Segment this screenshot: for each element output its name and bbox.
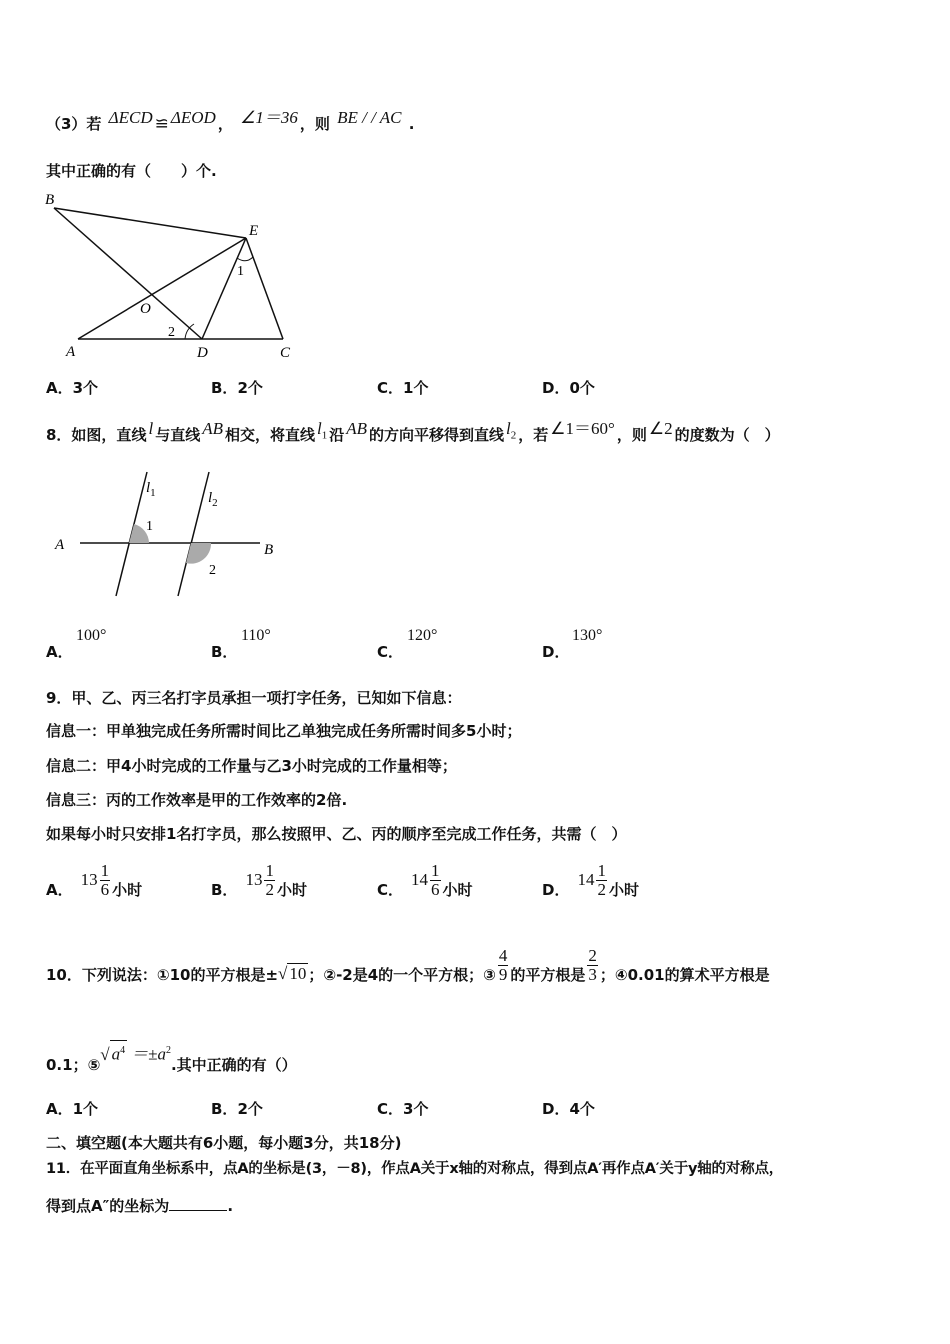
q8-label-b: B [264, 542, 274, 558]
q8-option-d-letter: D． [542, 643, 570, 661]
q8-label-l1 [146, 480, 156, 499]
q10-fraction-4-9-den: 9 [498, 964, 508, 984]
q8-option-a-value: 100° [76, 627, 107, 644]
q10-fraction-2-3 [587, 947, 598, 984]
q9-option-c-num: 1 [431, 860, 440, 880]
q9-option-a-letter: A． [46, 881, 73, 899]
q11-line2 [46, 1196, 233, 1216]
q8-label-1: 1 [146, 519, 153, 534]
q9-option-b-fraction [264, 862, 275, 899]
q8-line-l: l [148, 419, 154, 438]
q11-line2-end: . [227, 1197, 234, 1215]
q8-line-ab: AB [202, 419, 223, 438]
q8-label-l1-sub: 1 [150, 487, 156, 499]
q8-line-ab-2: AB [346, 419, 368, 438]
q8-text-5: 的方向平移得到直线 [369, 426, 505, 444]
q7-segment-ec [246, 238, 283, 339]
q8-angle2: ∠2 [648, 419, 673, 438]
q9-option-d-unit: 小时 [608, 881, 639, 899]
q7-segment-de [202, 238, 246, 339]
q8-option-b-letter: B． [211, 643, 238, 661]
q9-option-a-value [81, 862, 113, 899]
q10-sqrt10-radicand: 10 [289, 963, 307, 983]
q9-option-b-num: 1 [265, 860, 274, 880]
q9-title: 9．甲、乙、丙三名打字员承担一项打字任务，已知如下信息： [46, 689, 462, 707]
q7-label-d: D [197, 345, 208, 360]
q9-option-d-letter: D． [542, 881, 570, 899]
q9-option-b-letter: B． [211, 881, 238, 899]
q9-option-a-fraction [100, 862, 111, 899]
q9-option-c-whole: 14 [411, 870, 429, 889]
q9-option-b-whole: 13 [245, 870, 263, 889]
q8-label-l1-letter: l [146, 480, 151, 496]
q8-option-b[interactable] [211, 642, 237, 662]
q10-option-d[interactable] [542, 1099, 595, 1119]
q8-option-c[interactable] [377, 642, 403, 662]
q7-option-d-letter: D． [542, 379, 570, 397]
q8-label-l2 [208, 490, 218, 509]
q8-option-b-value: 110° [241, 627, 271, 644]
q8-text-1: 8．如图，直线 [46, 426, 147, 444]
q10-text-4: ；④0.01的算术平方根是 [599, 966, 770, 984]
q8-label-2: 2 [209, 563, 216, 578]
q8-option-a[interactable] [46, 642, 73, 662]
q10-option-a-text: 1个 [72, 1100, 99, 1118]
q9-info3: 信息三：丙的工作效率是甲的工作效率的2倍. [46, 791, 348, 809]
q8-line-l1-sub: 1 [321, 429, 328, 442]
q8-line-l2-sub: 2 [510, 429, 517, 442]
q10-option-b[interactable] [211, 1099, 263, 1119]
q9-option-d-num: 1 [597, 860, 606, 880]
q8-text-8: 的度数为（ ） [674, 426, 780, 444]
q9-option-a-whole: 13 [80, 870, 98, 889]
q9-option-d-fraction [596, 862, 607, 899]
q7-triangle-ecd: ΔECD [108, 108, 153, 127]
q10-text-6: .其中正确的有（） [170, 1055, 297, 1074]
q8-option-c-letter: C． [377, 643, 404, 661]
q8-option-d-value: 130° [572, 627, 603, 644]
q10-fraction-4-9-num: 4 [498, 945, 508, 965]
q9-option-d-value [577, 862, 609, 899]
q10-fraction-4-9 [498, 947, 509, 984]
q8-text-2: 与直线 [155, 426, 201, 444]
q7-label-b: B [45, 192, 55, 208]
q7-angle1-arc [237, 257, 253, 261]
q7-comma: ， [217, 115, 233, 133]
q7-item3 [46, 108, 415, 134]
q10-option-a[interactable] [46, 1099, 98, 1119]
q9-option-b[interactable] [211, 860, 307, 900]
q7-label-1: 1 [237, 264, 244, 279]
q7-angle1: ∠1＝36 [240, 108, 298, 127]
q8-label-l2-sub: 2 [212, 497, 218, 509]
q7-item3-prefix: （3）若 [46, 115, 102, 133]
q10-equals-text: ＝±a [131, 1044, 166, 1064]
q7-then: ，则 [299, 115, 330, 133]
q7-option-b-text: 2个 [237, 379, 263, 397]
q9-option-d[interactable] [542, 860, 639, 900]
q10-line1 [46, 945, 770, 985]
q7-label-o: O [140, 301, 151, 317]
q9-option-b-den: 2 [265, 879, 274, 899]
q10-equals-exp: 2 [165, 1045, 171, 1056]
q9-option-c-unit: 小时 [442, 881, 473, 899]
q7-period: . [408, 115, 415, 133]
q7-label-e: E [249, 223, 259, 239]
q8-text-4: 沿 [329, 426, 345, 444]
q8-line-l2-figure [178, 472, 209, 596]
q8-angle1: ∠1＝60° [550, 419, 615, 438]
q8-line-l1-letter: l [317, 419, 322, 438]
q9-option-c[interactable] [377, 860, 473, 900]
q10-text-3: 的平方根是 [510, 966, 586, 984]
q10-line2 [46, 1044, 297, 1075]
q7-option-c-text: 1个 [403, 379, 429, 397]
q9-option-b-unit: 小时 [276, 881, 307, 899]
q11-answer-blank[interactable] [169, 1196, 227, 1211]
q10-radicand-exp: 4 [120, 1045, 126, 1056]
q8-line-l2-letter: l [506, 419, 511, 438]
q10-option-d-text: 4个 [569, 1100, 595, 1118]
q8-text-6: ，若 [518, 426, 549, 444]
q7-option-c-letter: C． [377, 379, 404, 397]
q11-line2-text: 得到点A″的坐标为 [46, 1197, 170, 1215]
q10-option-b-text: 2个 [237, 1100, 263, 1118]
q8-option-c-value: 120° [407, 627, 438, 644]
q9-option-a-unit: 小时 [112, 881, 143, 899]
q10-text-2: ；②-2是4的一个平方根；③ [308, 966, 496, 984]
q10-option-a-letter: A． [46, 1100, 73, 1118]
q10-equals [131, 1041, 171, 1065]
q9-option-c-fraction [430, 862, 441, 899]
q8-option-a-letter: A． [46, 643, 73, 661]
q7-question: 其中正确的有（ ）个. [46, 162, 217, 180]
q8-label-a: A [55, 537, 65, 553]
q10-sqrt-a4-radicand [110, 1040, 128, 1065]
q7-label-c: C [280, 345, 291, 360]
q10-sqrt-a4: √ $a^4$ [100, 1040, 127, 1065]
q9-info1: 信息一：甲单独完成任务所需时间比乙单独完成任务所需时间多5小时； [46, 722, 522, 740]
q10-option-d-letter: D． [542, 1100, 570, 1118]
q7-label-a: A [66, 344, 76, 360]
q9-option-a-den: 6 [100, 879, 110, 899]
q10-sqrt10: √ 10 [278, 963, 307, 983]
q9-option-d-whole: 14 [577, 870, 595, 889]
q10-option-c-letter: C． [377, 1100, 404, 1118]
q10-text-1: 10．下列说法：①10的平方根是± [46, 966, 279, 984]
q9-option-c-den: 6 [431, 879, 440, 899]
q9-option-c-letter: C． [377, 881, 404, 899]
q8-stem [46, 419, 780, 451]
q7-option-d-text: 0个 [569, 379, 595, 397]
q7-option-a-letter: A． [46, 379, 73, 397]
q7-figure [40, 190, 300, 360]
q8-label-l2-letter: l [208, 490, 213, 506]
q8-option-d[interactable] [542, 642, 569, 662]
q9-ask: 如果每小时只安排1名打字员，那么按照甲、乙、丙的顺序至完成工作任务，共需（ ） [46, 825, 627, 843]
q7-parallel: BE / / AC [337, 108, 402, 127]
q9-option-c-value [411, 862, 443, 899]
q9-option-b-value [245, 862, 277, 899]
q10-fraction-2-3-num: 2 [588, 945, 597, 965]
q10-text-5: 0.1；⑤ [46, 1055, 101, 1074]
q7-option-c[interactable] [377, 378, 428, 398]
q7-congruent-symbol: ≌ [154, 114, 169, 133]
q8-line-l1 [317, 419, 327, 445]
q10-option-b-letter: B． [211, 1100, 238, 1118]
q9-option-d-den: 2 [597, 879, 606, 899]
q9-info2: 信息二：甲4小时完成的工作量与乙3小时完成的工作量相等； [46, 757, 457, 775]
q7-option-a[interactable] [46, 378, 98, 398]
q8-figure [50, 462, 300, 607]
q9-option-a[interactable] [46, 860, 142, 900]
q10-option-c-text: 3个 [403, 1100, 429, 1118]
section2-heading: 二、填空题(本大题共有6小题，每小题3分，共18分) [46, 1134, 402, 1152]
q7-option-a-text: 3个 [72, 379, 99, 397]
q7-option-b[interactable] [211, 378, 263, 398]
q9-option-a-num: 1 [100, 860, 110, 880]
q7-triangle-eod: ΔEOD [170, 108, 216, 127]
q7-option-d[interactable] [542, 378, 595, 398]
q11-line1: 11．在平面直角坐标系中，点A的坐标是(3，－8)，作点A关于x轴的对称点，得到点A′再作点A′关于y轴的对称点， [46, 1161, 784, 1177]
q7-option-b-letter: B． [211, 379, 238, 397]
q8-text-3: 相交，将直线 [224, 426, 315, 444]
q10-option-c[interactable] [377, 1099, 428, 1119]
q7-segment-ae [78, 238, 246, 339]
q10-fraction-2-3-den: 3 [588, 964, 597, 984]
q8-line-l2 [506, 419, 516, 445]
q8-text-7: ，则 [616, 426, 647, 444]
q10-radicand-a: a [111, 1044, 121, 1064]
q7-label-2: 2 [168, 325, 175, 340]
